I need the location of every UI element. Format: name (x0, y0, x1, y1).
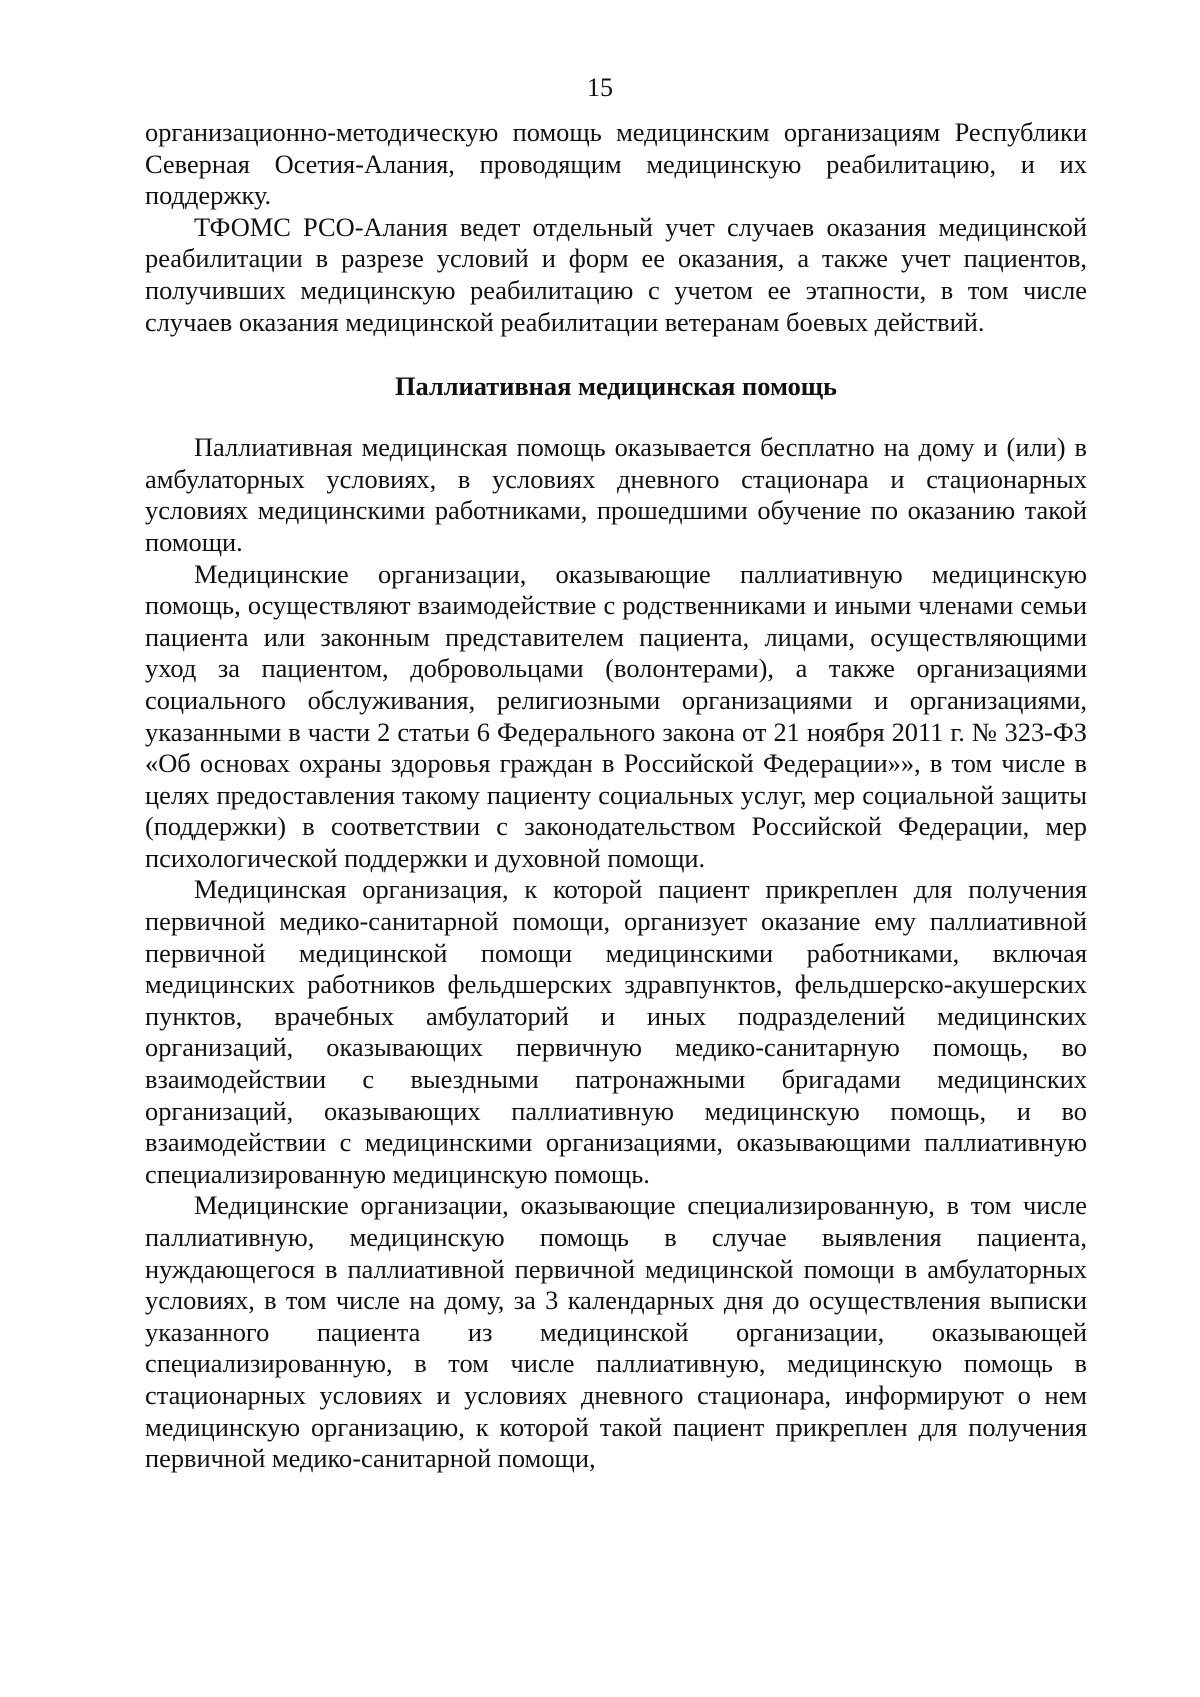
paragraph-tfoms-accounting: ТФОМС РСО-Алания ведет отдельный учет случаев оказания медицинской реабилитации в разрезе условий и форм ее оказания, а также учет пациентов, получивших медицинскую реабилитацию с учетом ее этапности, в том числе случаев оказания медицинской реабилитации ветеранам боевых действий. (145, 211, 1087, 337)
page-number: 15 (587, 73, 613, 102)
paragraph-palliative-interaction: Медицинские организации, оказывающие паллиативную медицинскую помощь, осуществляют взаимодействие с родственниками и иными членами семьи пациента или законным представителем пациента, лицами, осуществляющими уход за пациентом, добровольцами (волонтерами), а также организациями социального обслуживания, религиозными организациями и организациями, указанными в части 2 статьи 6 Федерального закона от 21 ноября 2011 г. № 323-ФЗ «Об основах охраны здоровья граждан в Российской Федерации»», в том числе в целях предоставления такому пациенту социальных услуг, мер социальной защиты (поддержки) в соответствии с законодательством Российской Федерации, мер психологической поддержки и духовной помощи. (145, 558, 1087, 873)
page-content (145, 117, 1087, 1475)
paragraph-rehab-support: организационно-методическую помощь медицинским организациям Республики Северная Осетия-Алания, проводящим медицинскую реабилитацию, и их поддержку. (145, 117, 1087, 211)
paragraph-palliative-discharge: Медицинские организации, оказывающие специализированную, в том числе паллиативную, медицинскую помощь в случае выявления пациента, нуждающегося в паллиативной первичной медицинской помощи в амбулаторных условиях, в том числе на дому, за 3 календарных дня до осуществления выписки указанного пациента из медицинской организации, оказывающей специализированную, в том числе паллиативную, медицинскую помощь в стационарных условиях и условиях дневного стационара, информируют о нем медицинскую организацию, к которой такой пациент прикреплен для получения первичной медико-санитарной помощи, (145, 1190, 1087, 1474)
paragraph-palliative-free: Паллиативная медицинская помощь оказывается бесплатно на дому и (или) в амбулаторных условиях, в условиях дневного стационара и стационарных условиях медицинскими работниками, прошедшими обучение по оказанию такой помощи. (145, 432, 1087, 557)
section-heading-palliative: Паллиативная медицинская помощь (394, 371, 838, 402)
paragraph-palliative-primary-care: Медицинская организация, к которой пациент прикреплен для получения первичной медико-санитарной помощи, организует оказание ему паллиативной первичной медицинской помощи медицинскими работниками, включая медицинских работников фельдшерских здравпунктов, фельдшерско-акушерских пунктов, врачебных амбулаторий и иных подразделений медицинских организаций, оказывающих первичную медико-санитарную помощь, во взаимодействии с выездными патронажными бригадами медицинских организаций, оказывающих паллиативную медицинскую помощь, и во взаимодействии с медицинскими организациями, оказывающими паллиативную специализированную медицинскую помощь. (145, 874, 1087, 1189)
